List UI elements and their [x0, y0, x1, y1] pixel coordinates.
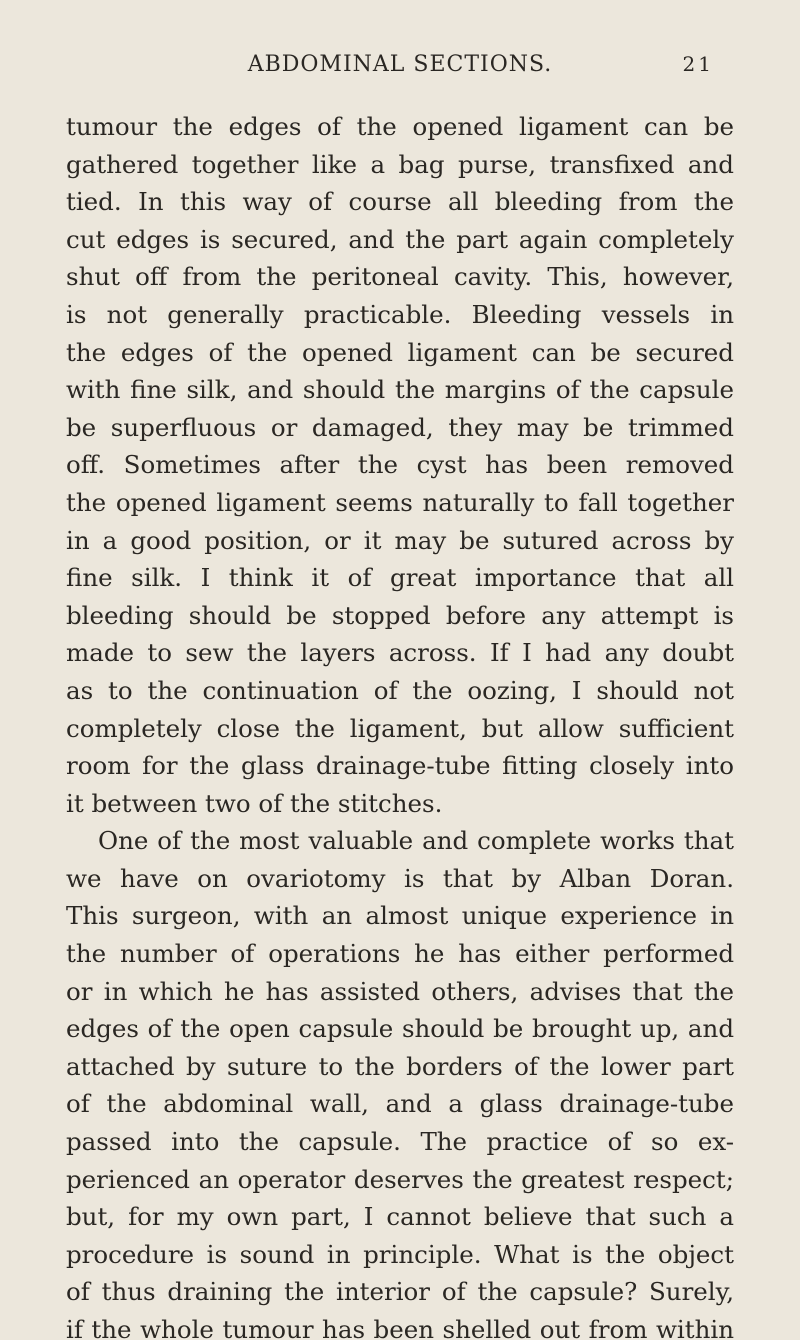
- running-title: ABDOMINAL SECTIONS.: [247, 52, 553, 77]
- text-line: cut edges is secured, and the part again completely: [66, 224, 734, 254]
- text-line: procedure is sound in principle. What is the object: [66, 1239, 734, 1269]
- text-line: we have on ovariotomy is that by Alban Doran.: [66, 863, 734, 893]
- text-line: bleeding should be stopped before any attempt is: [66, 600, 734, 630]
- text-line: of the abdominal wall, and a glass drainage-tube: [66, 1089, 734, 1119]
- text-line: tied. In this way of course all bleeding from the: [66, 187, 734, 217]
- text-line: attached by suture to the borders of the lower part: [66, 1051, 734, 1081]
- text-line: be superfluous or damaged, they may be trimmed: [66, 412, 734, 442]
- text-line: shut off from the peritoneal cavity. This, however,: [66, 262, 734, 292]
- text-line: but, for my own part, I cannot believe that such a: [66, 1202, 734, 1232]
- text-line: of thus draining the interior of the capsule? Surely,: [66, 1277, 734, 1307]
- text-line: completely close the ligament, but allow sufficient: [66, 713, 734, 743]
- text-line: room for the glass drainage-tube fitting closely into: [66, 751, 734, 781]
- text-line: the number of operations he has either performed: [66, 939, 734, 969]
- text-line: gathered together like a bag purse, transfixed and: [66, 149, 734, 179]
- text-line: the edges of the opened ligament can be secured: [66, 337, 734, 367]
- text-line: passed into the capsule. The practice of so ex-: [66, 1127, 734, 1157]
- text-line: or in which he has assisted others, advises that the: [66, 976, 734, 1006]
- text-line: fine silk. I think it of great importance that all: [66, 563, 734, 593]
- text-line: made to sew the layers across. If I had any doubt: [66, 638, 734, 668]
- text-line: edges of the open capsule should be brought up, and: [66, 1014, 734, 1044]
- paragraph-last-line: it between two of the stitches.: [66, 788, 443, 818]
- text-line: in a good position, or it may be sutured across by: [66, 525, 734, 555]
- page-number: 21: [682, 52, 714, 76]
- text-line: as to the continuation of the oozing, I should not: [66, 675, 734, 705]
- text-line: This surgeon, with an almost unique experience in: [66, 901, 734, 931]
- text-line: with fine silk, and should the margins of the capsule: [66, 375, 734, 405]
- running-head: [0, 52, 800, 92]
- body-text: [66, 108, 734, 1340]
- text-line: the opened ligament seems naturally to fall together: [66, 487, 734, 517]
- text-line: is not generally practicable. Bleeding vessels in: [66, 299, 734, 329]
- text-line: perienced an operator deserves the greatest respect;: [66, 1164, 734, 1194]
- paragraph-first-line: One of the most valuable and complete works that: [98, 826, 734, 856]
- text-line: if the whole tumour has been shelled out from within: [66, 1315, 734, 1340]
- text-line: tumour the edges of the opened ligament can be: [66, 112, 734, 141]
- text-line: off. Sometimes after the cyst has been removed: [66, 450, 734, 480]
